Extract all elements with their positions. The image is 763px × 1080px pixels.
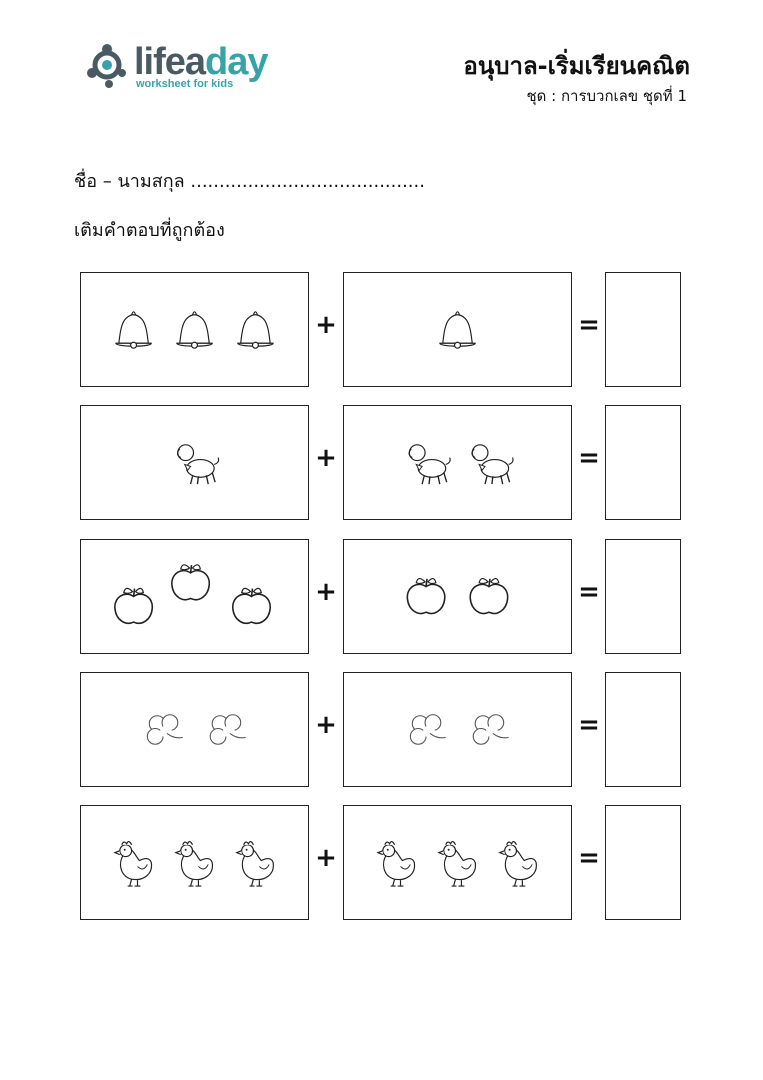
addend-left-box (80, 672, 309, 787)
equals-sign: = (578, 843, 600, 873)
logo-wordmark: lifeaday (134, 41, 268, 83)
bell-icon (440, 312, 475, 348)
apple-icon (470, 579, 507, 614)
clover-icon (147, 715, 182, 744)
logo-tagline: worksheet for kids (136, 78, 234, 90)
plus-sign: + (315, 710, 337, 740)
answer-box[interactable] (605, 539, 681, 654)
addend-right-box (343, 539, 572, 654)
apple-icon (233, 588, 270, 623)
clover-icon (210, 715, 245, 744)
addend-right-box-pictures (344, 806, 571, 919)
answer-box[interactable] (605, 805, 681, 920)
addend-right-box-pictures (344, 540, 571, 653)
instruction-text: เติมคำตอบที่ถูกต้อง (74, 220, 225, 241)
name-field-line[interactable]: ชื่อ – นามสกุล ......................................... (74, 171, 425, 192)
hen-icon (176, 842, 213, 886)
addend-left-box (80, 405, 309, 520)
problem-row (0, 272, 763, 389)
plus-sign: + (315, 577, 337, 607)
hen-icon (378, 842, 415, 886)
addend-left-box-pictures (81, 406, 308, 519)
page-title: อนุบาล-เริ่มเรียนคณิต (463, 52, 690, 80)
addend-right-box (343, 272, 572, 387)
clover-icon (473, 715, 508, 744)
problem-row (0, 405, 763, 522)
equals-sign: = (578, 577, 600, 607)
addend-right-box (343, 405, 572, 520)
lamb-icon (409, 445, 450, 484)
plus-sign: + (315, 310, 337, 340)
hen-icon (439, 842, 476, 886)
addend-right-box-pictures (344, 273, 571, 386)
equals-sign: = (578, 710, 600, 740)
addend-right-box-pictures (344, 673, 571, 786)
logo-molecule-icon (82, 40, 132, 90)
lamb-icon (472, 445, 513, 484)
apple-icon (115, 588, 152, 623)
hen-icon (115, 842, 152, 886)
page-subtitle: ชุด : การบวกเลข ชุดที่ 1 (526, 87, 687, 105)
addend-left-box-pictures (81, 806, 308, 919)
addend-left-box-pictures (81, 273, 308, 386)
answer-box[interactable] (605, 272, 681, 387)
addend-left-box (80, 539, 309, 654)
equals-sign: = (578, 443, 600, 473)
equals-sign: = (578, 310, 600, 340)
addend-left-box (80, 272, 309, 387)
plus-sign: + (315, 443, 337, 473)
bell-icon (116, 312, 151, 348)
hen-icon (500, 842, 537, 886)
lamb-icon (178, 445, 219, 484)
apple-icon (407, 579, 444, 614)
addend-left-box-pictures (81, 673, 308, 786)
hen-icon (237, 842, 274, 886)
clover-icon (410, 715, 445, 744)
bell-icon (177, 312, 212, 348)
problem-row (0, 539, 763, 656)
problem-row (0, 805, 763, 922)
answer-box[interactable] (605, 405, 681, 520)
answer-box[interactable] (605, 672, 681, 787)
plus-sign: + (315, 843, 337, 873)
addend-left-box (80, 805, 309, 920)
apple-icon (172, 565, 209, 600)
problem-row (0, 672, 763, 789)
addend-left-box-pictures (81, 540, 308, 653)
addend-right-box-pictures (344, 406, 571, 519)
addend-right-box (343, 805, 572, 920)
bell-icon (238, 312, 273, 348)
addend-right-box (343, 672, 572, 787)
